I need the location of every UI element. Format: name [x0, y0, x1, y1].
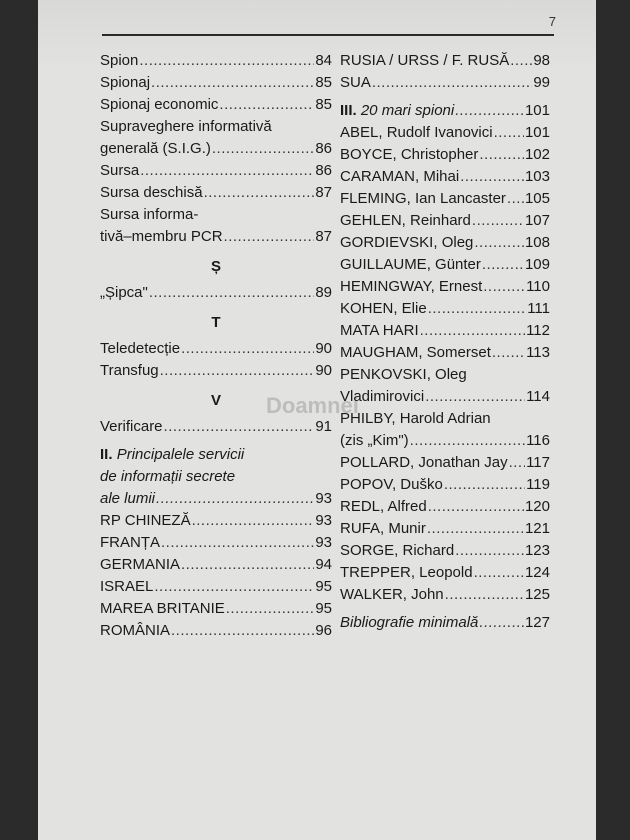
letter-heading: Ș [210, 258, 221, 275]
bibliography-entry: Bibliografie minimală ..... 127 [340, 612, 550, 634]
toc-entry: POLLARD, Jonathan Jay ..... 117 [340, 452, 550, 474]
toc-entry: ROMÂNIA ..... 96 [100, 620, 332, 642]
toc-entry: Teledetecție ..... 90 [100, 338, 332, 360]
toc-entry: (zis „Kim") ..... 116 [340, 430, 550, 452]
toc-entry: Verificare ..... 91 [100, 416, 332, 438]
toc-entry: RUFA, Munir ..... 121 [340, 518, 550, 540]
toc-entry: Sursa deschisă ..... 87 [100, 182, 332, 204]
letter-heading: V [210, 392, 221, 409]
toc-entry: CARAMAN, Mihai ..... 103 [340, 166, 550, 188]
toc-entry: Spion ..... 84 [100, 50, 332, 72]
toc-entry: POPOV, Duško ..... 119 [340, 474, 550, 496]
toc-entry: ISRAEL ..... 95 [100, 576, 332, 598]
toc-entry: REDL, Alfred ..... 120 [340, 496, 550, 518]
toc-left-column [100, 50, 332, 642]
toc-entry: GUILLAUME, Günter ..... 109 [340, 254, 550, 276]
toc-entry: Vladimirovici ..... 114 [340, 386, 550, 408]
letter-heading: T [211, 314, 221, 331]
toc-entry: FRANȚA ..... 93 [100, 532, 332, 554]
toc-entry: MAREA BRITANIE ..... 95 [100, 598, 332, 620]
toc-entry: Spionaj ..... 85 [100, 72, 332, 94]
toc-entry: „Șipca" ..... 89 [100, 282, 332, 304]
toc-entry: FLEMING, Ian Lancaster ..... 105 [340, 188, 550, 210]
toc-entry: GERMANIA ..... 94 [100, 554, 332, 576]
toc-right-column [340, 50, 550, 634]
toc-entry: Sursa ..... 86 [100, 160, 332, 182]
toc-entry: HEMINGWAY, Ernest ..... 110 [340, 276, 550, 298]
toc-entry-line: PHILBY, Harold Adrian [340, 410, 491, 427]
watermark: Doamnei [266, 393, 359, 418]
section-heading: II. Principalele servicii [100, 446, 245, 463]
toc-entry: MAUGHAM, Somerset ..... 113 [340, 342, 550, 364]
section-heading-line: de informații secrete [100, 468, 236, 485]
toc-entry: BOYCE, Christopher ..... 102 [340, 144, 550, 166]
toc-entry-line: Sursa informa- [100, 206, 199, 223]
section-heading-entry: III. 20 mari spioni ..... 101 [340, 100, 550, 122]
toc-entry: Transfug ..... 90 [100, 360, 332, 382]
toc-entry: generală (S.I.G.) ..... 86 [100, 138, 332, 160]
section-heading-entry: ale lumii ..... 93 [100, 488, 332, 510]
header-rule [102, 34, 554, 36]
toc-entry: GEHLEN, Reinhard ..... 107 [340, 210, 550, 232]
toc-entry: tivă–membru PCR ..... 87 [100, 226, 332, 248]
toc-entry: TREPPER, Leopold ..... 124 [340, 562, 550, 584]
toc-entry: GORDIEVSKI, Oleg ..... 108 [340, 232, 550, 254]
page-number: 7 [548, 14, 556, 29]
toc-entry: Spionaj economic ..... 85 [100, 94, 332, 116]
toc-entry: ABEL, Rudolf Ivanovici ..... 101 [340, 122, 550, 144]
toc-entry-line: Supraveghere informativă [100, 118, 272, 135]
toc-entry: SORGE, Richard ..... 123 [340, 540, 550, 562]
toc-entry: MATA HARI ..... 112 [340, 320, 550, 342]
book-page [38, 0, 596, 840]
toc-entry: RP CHINEZĂ ..... 93 [100, 510, 332, 532]
toc-entry-line: PENKOVSKI, Oleg [340, 366, 467, 383]
toc-entry: KOHEN, Elie ..... 111 [340, 298, 550, 320]
toc-entry: RUSIA / URSS / F. RUSĂ ..... 98 [340, 50, 550, 72]
toc-entry: SUA ..... 99 [340, 72, 550, 94]
toc-entry: WALKER, John ..... 125 [340, 584, 550, 606]
